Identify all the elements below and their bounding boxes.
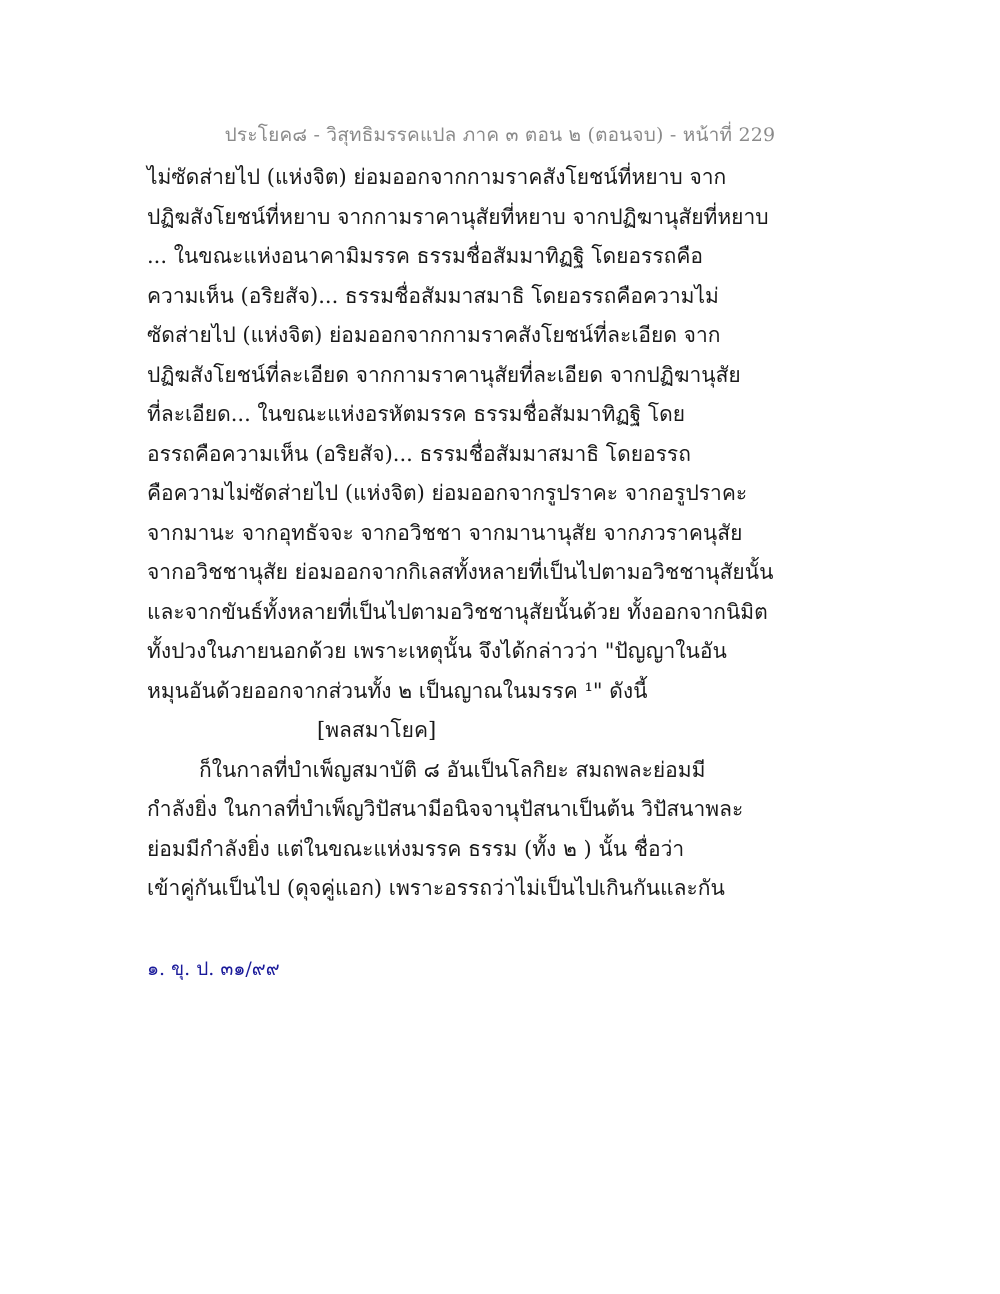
text-line: จากอวิชชานุสัย ย่อมออกจากกิเลสทั้งหลายที่เป็นไปตามอวิชชานุสัยนั้น	[147, 560, 774, 584]
text-line: จากมานะ จากอุทธัจจะ จากอวิชชา จากมานานุสัย จากภวราคนุสัย	[147, 520, 743, 545]
text-line: ซัดส่ายไป (แห่งจิต) ย่อมออกจากกามราคสังโยชน์ที่ละเอียด จาก	[147, 323, 721, 347]
text-line: ย่อมมีกำลังยิ่ง แต่ในขณะแห่งมรรค ธรรม (ทั้ง ๒ ) นั้น ชื่อว่า	[147, 836, 685, 861]
main-text	[147, 158, 774, 909]
text-line: อรรถคือความเห็น (อริยสัจ)... ธรรมชื่อสัมมาสมาธิ โดยอรรถ	[147, 441, 691, 466]
text-line: ที่ละเอียด... ในขณะแห่งอรหัตมรรค ธรรมชื่อสัมมาทิฏฐิ โดย	[147, 402, 686, 426]
text-line: ความเห็น (อริยสัจ)... ธรรมชื่อสัมมาสมาธิ โดยอรรถคือความไม่	[147, 283, 719, 308]
text-line: ... ในขณะแห่งอนาคามิมรรค ธรรมชื่อสัมมาทิฏฐิ โดยอรรถคือ	[147, 244, 703, 268]
text-line: กำลังยิ่ง ในกาลที่บำเพ็ญวิปัสนามีอนิจจานุปัสนาเป็นต้น วิปัสนาพละ	[147, 797, 744, 821]
text-line: และจากขันธ์ทั้งหลายที่เป็นไปตามอวิชชานุสัยนั้นด้วย ทั้งออกจากนิมิต	[147, 599, 768, 624]
text-line: ทั้งปวงในภายนอกด้วย เพราะเหตุนั้น จึงได้กล่าวว่า "ปัญญาในอัน	[147, 639, 727, 663]
text-line: เข้าคู่กันเป็นไป (ดุจคู่แอก) เพราะอรรถว่าไม่เป็นไปเกินกันและกัน	[147, 876, 725, 900]
footnote: ๑. ขุ. ป. ๓๑/๙๙	[147, 958, 280, 980]
text-line: ปฏิฆสังโยชน์ที่หยาบ จากกามราคานุสัยที่หยาบ จากปฏิฆานุสัยที่หยาบ	[147, 204, 769, 229]
text-line: ปฏิฆสังโยชน์ที่ละเอียด จากกามราคานุสัยที่ละเอียด จากปฏิฆานุสัย	[147, 362, 741, 387]
paragraph-first-line: ก็ในกาลที่บำเพ็ญสมาบัติ ๘ อันเป็นโลกิยะ สมถพละย่อมมี	[199, 757, 706, 782]
section-heading: [พลสมาโยค]	[317, 718, 437, 742]
running-header: ประโยค๘ - วิสุทธิมรรคแปล ภาค ๓ ตอน ๒ (ตอนจบ) - หน้าที่ 229	[224, 124, 776, 146]
text-line: คือความไม่ซัดส่ายไป (แห่งจิต) ย่อมออกจากรูปราคะ จากอรูปราคะ	[147, 481, 748, 505]
text-line: ไม่ซัดส่ายไป (แห่งจิต) ย่อมออกจากกามราคสังโยชน์ที่หยาบ จาก	[147, 165, 727, 189]
text-line: หมุนอันด้วยออกจากส่วนทั้ง ๒ เป็นญาณในมรรค ¹" ดังนี้	[147, 678, 648, 703]
